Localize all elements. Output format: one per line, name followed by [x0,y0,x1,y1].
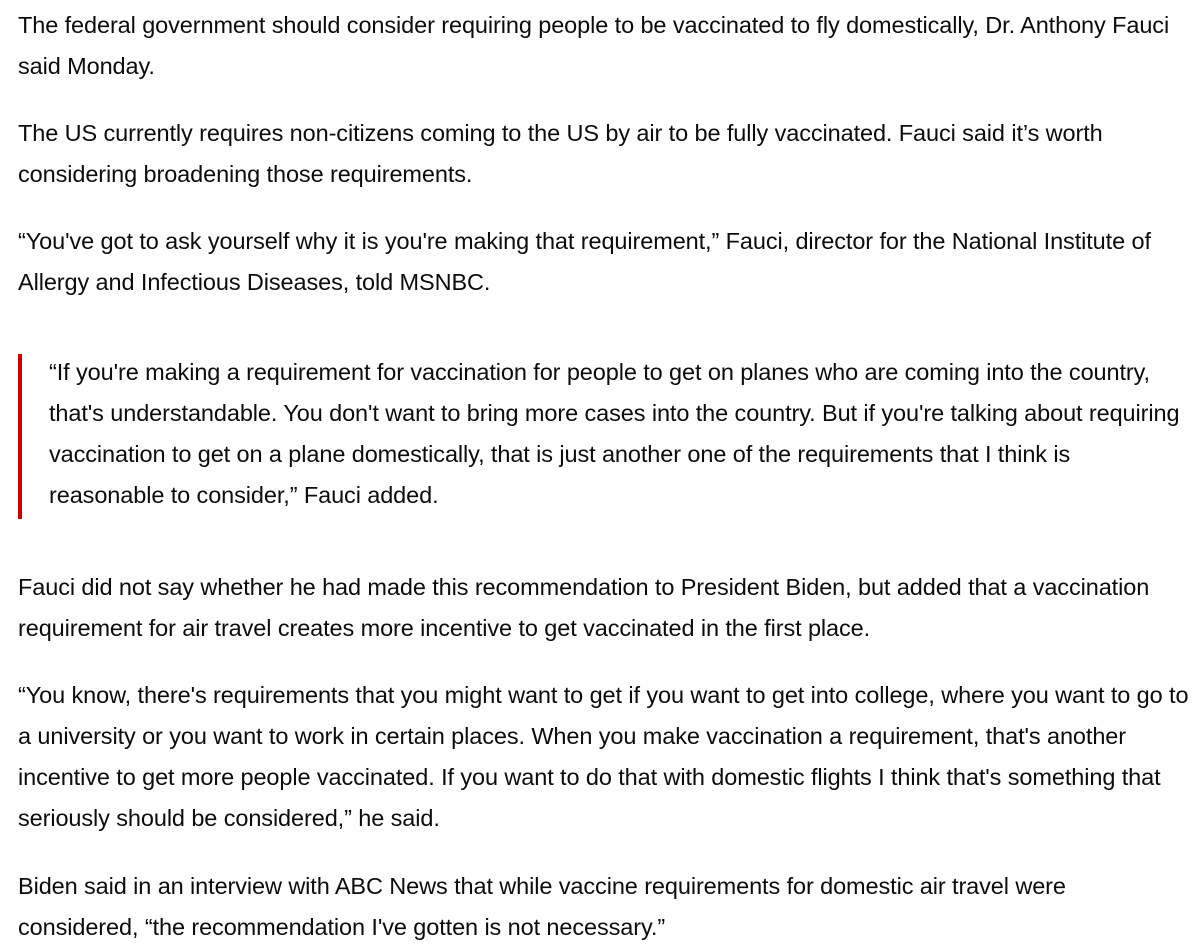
article-paragraph: The federal government should consider requiring people to be vaccinated to fly domestically, Dr. Anthony Fauci said Monday. [18,12,1170,79]
article-paragraph: Fauci did not say whether he had made this recommendation to President Biden, but added that a vaccination requirement for air travel creates more incentive to get vaccinated in the first place. [18,574,1150,641]
article-paragraph: “You've got to ask yourself why it is you're making that requirement,” Fauci, director for the National Institute of Allergy and Infectious Diseases, told MSNBC. [18,228,1151,295]
article-paragraph: The US currently requires non-citizens coming to the US by air to be fully vaccinated. Fauci said it’s worth considering broadening those requirements. [18,120,1103,187]
article-paragraph: “You know, there's requirements that you might want to get if you want to get into college, where you want to go to a university or you want to work in certain places. When you make vaccination a requirement, that's another incentive to get more people vaccinated. If you want to do that with domestic flights I think that's something that seriously should be considered,” he said. [18,682,1189,831]
pull-quote-accent-bar [18,354,22,519]
article-paragraph: Biden said in an interview with ABC News that while vaccine requirements for domestic air travel were considered, “the recommendation I've gotten is not necessary.” [18,873,1066,940]
pull-quote-text: “If you're making a requirement for vaccination for people to get on planes who are coming into the country, that's understandable. You don't want to bring more cases into the country. But if you're talking about requiring vaccination to get on a plane domestically, that is just another one of the requirements that I think is reasonable to consider,” Fauci added. [49,359,1180,508]
pull-quote [18,352,1190,518]
